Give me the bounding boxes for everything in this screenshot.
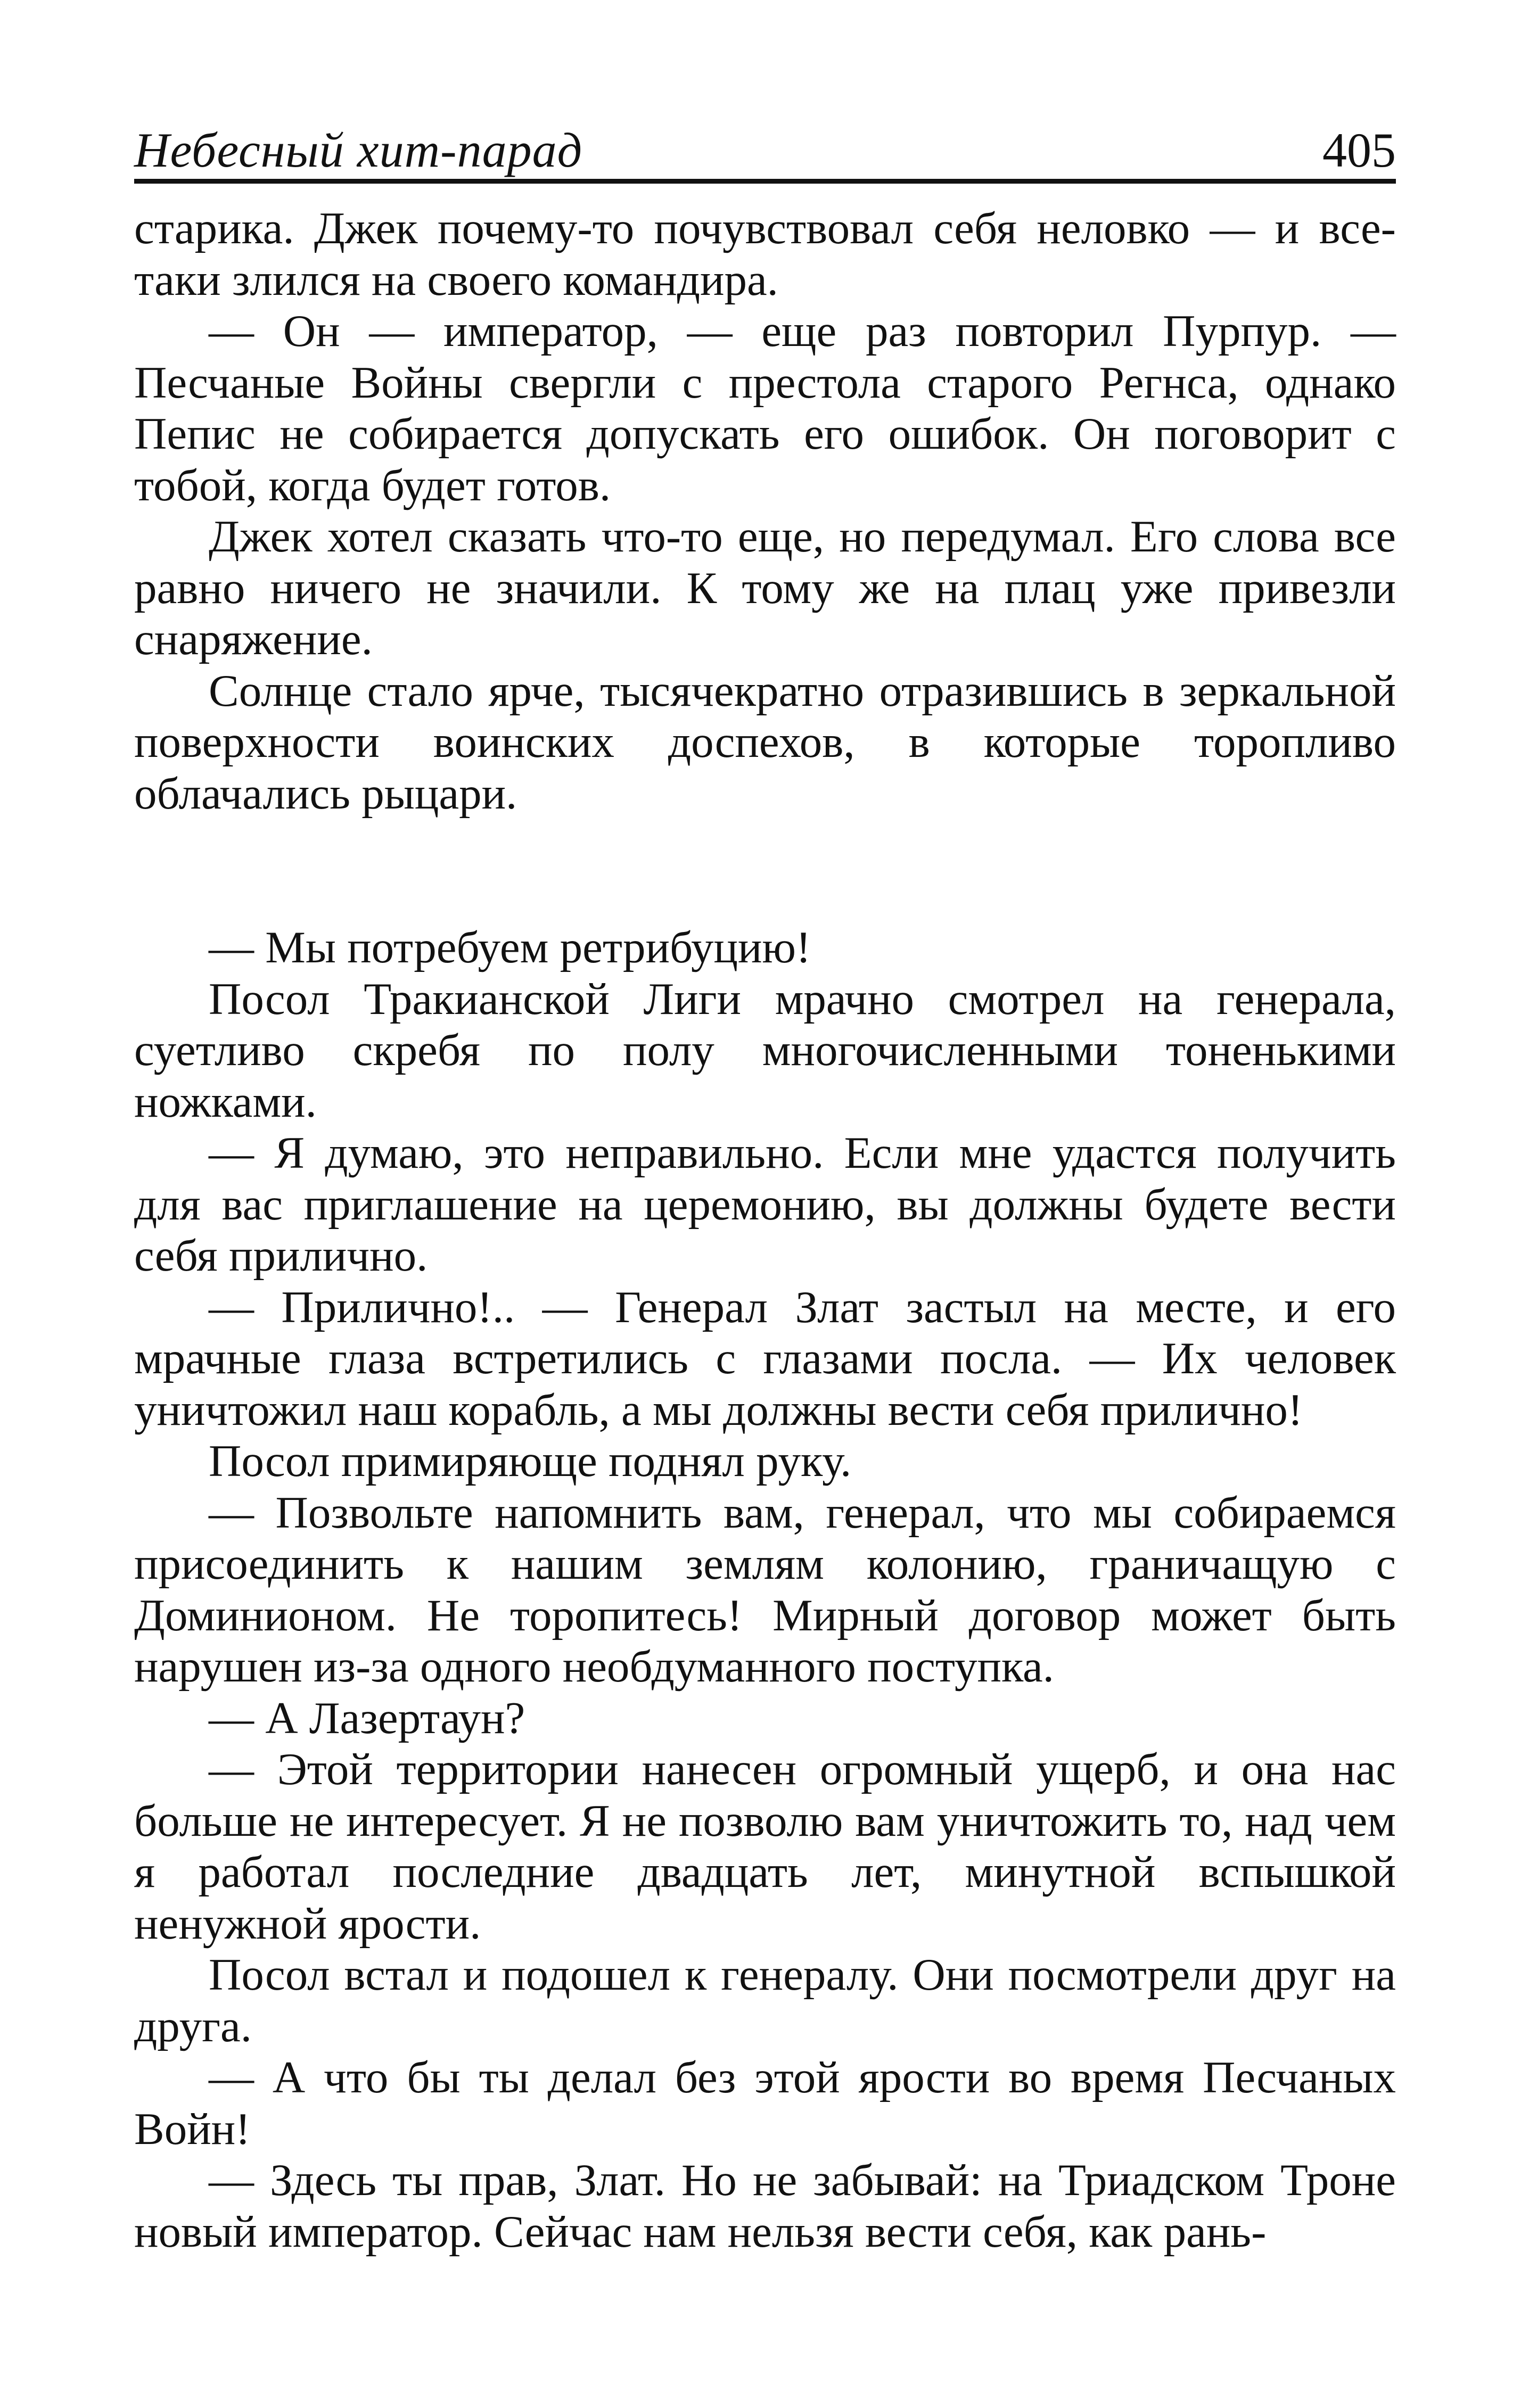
- paragraph: Солнце стало ярче, тысячекратно отразившись в зеркальной поверхности воинских доспехов, в которые торопливо облачались рыцари.: [134, 665, 1396, 819]
- paragraph: — Здесь ты прав, Злат. Но не забывай: на Триадском Троне новый император. Сейчас нам нельзя вести себя, как рань-: [134, 2155, 1396, 2257]
- page-number: 405: [1322, 123, 1396, 177]
- paragraph: — А что бы ты делал без этой ярости во время Песчаных Войн!: [134, 2052, 1396, 2154]
- paragraph: Джек хотел сказать что-то еще, но передумал. Его слова все равно ничего не значили. К тому же на плац уже привезли снаряжение.: [134, 512, 1396, 664]
- body-text: [134, 203, 1396, 2257]
- paragraph: — Прилично!.. — Генерал Злат застыл на месте, и его мрачные глаза встретились с глазами посла. — Их человек уничтожил наш корабль, а мы должны вести себя прилично!: [134, 1282, 1396, 1435]
- paragraph: Посол встал и подошел к генералу. Они посмотрели друг на друга.: [134, 1950, 1396, 2051]
- paragraph: — Я думаю, это неправильно. Если мне удастся получить для вас приглашение на церемонию, вы должны будете вести себя прилично.: [134, 1128, 1396, 1281]
- page-header: [134, 106, 1396, 184]
- paragraph: — А Лазертаун?: [209, 1693, 525, 1743]
- paragraph: — Мы потребуем ретрибуцию!: [209, 922, 811, 972]
- paragraph: Посол примиряюще поднял руку.: [209, 1436, 852, 1486]
- paragraph: — Этой территории нанесен огромный ущерб, и она нас больше не интересует. Я не позволю вам уничтожить то, над чем я работал последние двадцать лет, минутной вспышкой ненужной ярости.: [134, 1744, 1396, 1949]
- book-page: [134, 106, 1396, 2257]
- paragraph: — Позвольте напомнить вам, генерал, что мы собираемся присоединить к нашим землям колонию, граничащую с Доминионом. Не торопитесь! Мирный договор может быть нарушен из-за одного необдуманного поступка.: [134, 1487, 1396, 1692]
- paragraph: Посол Тракианской Лиги мрачно смотрел на генерала, суетливо скребя по полу многочисленными тоненькими ножками.: [134, 974, 1396, 1127]
- paragraph: старика. Джек почему-то почувствовал себя неловко — и все-таки злился на своего командира.: [134, 203, 1396, 305]
- running-title: Небесный хит-парад: [134, 123, 583, 177]
- paragraph: — Он — император, — еще раз повторил Пурпур. — Песчаные Войны свергли с престола старого Регнса, однако Пепис не собирается допускать его ошибок. Он поговорит с тобой, когда будет готов.: [134, 306, 1396, 510]
